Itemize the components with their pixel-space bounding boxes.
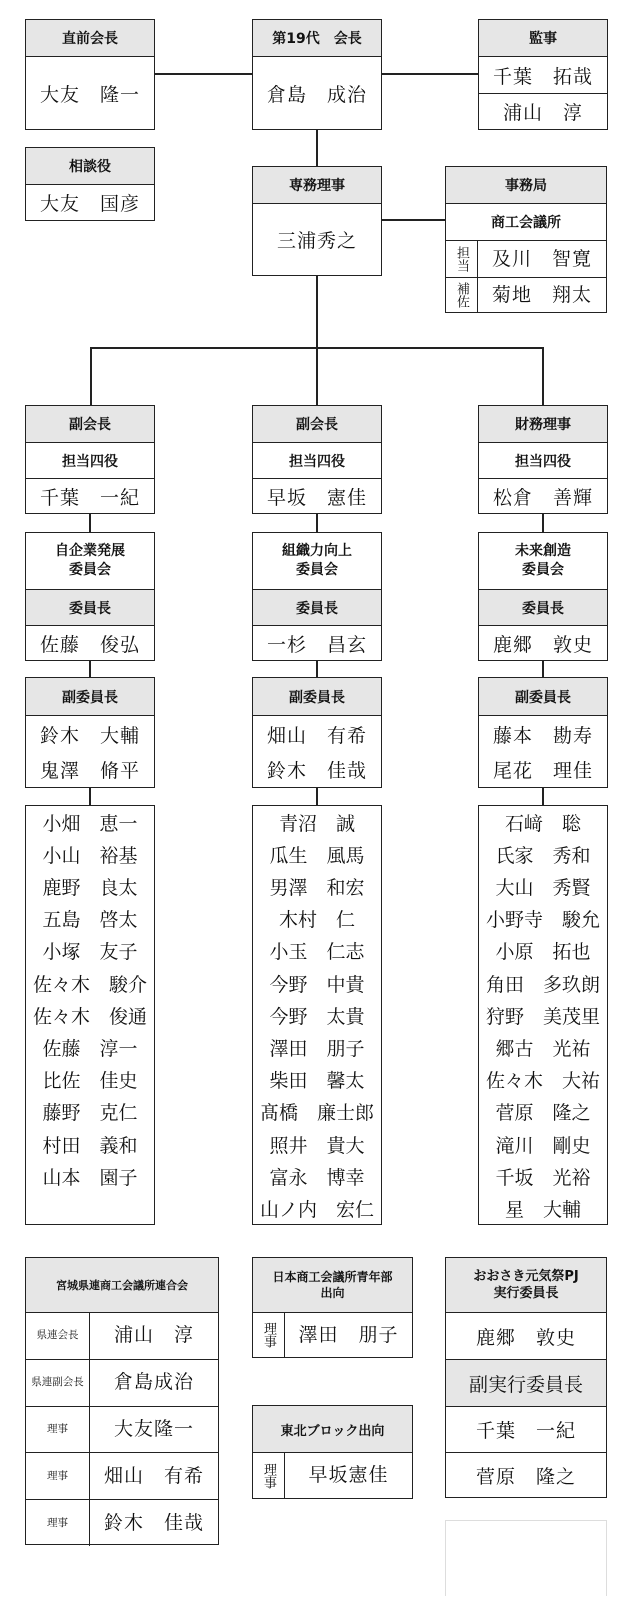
tohoku-block-role: 理事 <box>253 1453 285 1498</box>
secretariat-row <box>446 240 606 277</box>
auditor-name: 浦山 淳 <box>479 93 607 129</box>
member-name: 今野 太貴 <box>269 1005 365 1028</box>
secretariat-name: 菊地 翔太 <box>491 283 592 306</box>
miyagi-federation-row <box>26 1499 218 1546</box>
president-box <box>252 19 382 130</box>
connector-prev-pres <box>154 73 253 75</box>
member-name: 石﨑 聡 <box>504 812 581 835</box>
tohoku-block-row <box>253 1452 412 1498</box>
member-name: 佐々木 駿介 <box>32 973 147 996</box>
secretariat-row <box>446 277 606 312</box>
miyagi-federation-row <box>26 1406 218 1453</box>
vice-chair-title: 副委員長 <box>253 678 381 715</box>
connector-exec-office <box>380 219 446 221</box>
connector-column <box>89 660 91 678</box>
committee-box <box>25 532 155 661</box>
officer-box <box>478 405 608 514</box>
connector-branch <box>90 347 544 349</box>
miyagi-federation-role: 県連副会長 <box>26 1360 90 1406</box>
member-name: 郷古 光祐 <box>495 1037 591 1060</box>
miyagi-federation-name: 倉島成治 <box>113 1371 194 1394</box>
member-name: 髙橋 廉士郎 <box>259 1102 374 1125</box>
miyagi-federation-title: 宮城県連商工会議所連合会 <box>26 1258 218 1312</box>
member-name: 小原 拓也 <box>495 941 591 964</box>
miyagi-federation-role: 理事 <box>26 1407 90 1453</box>
member-name: 佐々木 大祐 <box>485 1070 600 1093</box>
chair-name: 鹿郷 敦史 <box>479 625 607 660</box>
member-name: 村田 義和 <box>42 1134 138 1157</box>
officer-role: 副会長 <box>253 406 381 442</box>
officer-box <box>25 405 155 514</box>
miyagi-federation-box <box>25 1257 219 1545</box>
member-list-box <box>478 805 608 1225</box>
auditor-title: 監事 <box>479 20 607 56</box>
nihon-yeg-box <box>252 1257 413 1358</box>
osaki-festival-title: おおさき元気祭PJ 実行委員長 <box>446 1258 606 1312</box>
nihon-yeg-row <box>253 1312 412 1357</box>
miyagi-federation-name: 鈴木 佳哉 <box>103 1511 204 1534</box>
auditor-name: 千葉 拓哉 <box>479 56 607 93</box>
member-name: 山本 園子 <box>42 1166 138 1189</box>
tohoku-block-title: 東北ブロック出向 <box>253 1406 412 1452</box>
vice-chair-name: 鈴木 佳哉 <box>266 760 367 782</box>
officer-role: 財務理事 <box>479 406 607 442</box>
advisor-name: 大友 国彦 <box>26 184 154 220</box>
executive-director-name: 三浦秀之 <box>253 203 381 275</box>
osaki-festival-chair: 鹿郷 敦史 <box>446 1312 606 1359</box>
member-name: 佐々木 俊通 <box>32 1005 147 1028</box>
committee-name: 組織力向上 委員会 <box>282 543 352 578</box>
miyagi-federation-name: 浦山 淳 <box>113 1324 194 1347</box>
prev-president-box <box>25 19 155 130</box>
member-name: 狩野 美茂里 <box>485 1005 600 1028</box>
osaki-festival-vice-title: 副実行委員長 <box>446 1359 606 1406</box>
member-name: 男澤 和宏 <box>269 876 365 899</box>
osaki-festival-vice: 菅原 隆之 <box>446 1452 606 1497</box>
vice-chair-name: 鈴木 大輔 <box>26 715 154 752</box>
member-name <box>26 1192 154 1224</box>
chair-name: 一杉 昌玄 <box>253 625 381 660</box>
member-name: 小野寺 駿允 <box>485 909 600 932</box>
empty-box <box>445 1520 607 1596</box>
member-name: 藤野 克仁 <box>42 1102 138 1125</box>
auditor-box <box>478 19 608 130</box>
vice-chair-name: 藤本 勘寿 <box>479 715 607 752</box>
member-name: 氏家 秀和 <box>495 844 591 867</box>
member-name: 滝川 剛史 <box>495 1134 591 1157</box>
connector-column <box>316 660 318 678</box>
connector-column <box>316 513 318 533</box>
chair-name: 佐藤 俊弘 <box>26 625 154 660</box>
nihon-yeg-role: 理事 <box>253 1313 285 1357</box>
member-name: 富永 博幸 <box>269 1166 365 1189</box>
member-name: 瓜生 風馬 <box>269 844 365 867</box>
member-name: 角田 多玖朗 <box>485 973 600 996</box>
miyagi-federation-role: 理事 <box>26 1453 90 1499</box>
secretariat-role: 補佐 <box>446 278 478 312</box>
member-name: 五島 啓太 <box>42 909 138 932</box>
secretariat-box <box>445 166 607 313</box>
member-name: 大山 秀賢 <box>495 876 591 899</box>
president-name: 倉島 成治 <box>253 56 381 129</box>
vice-chair-box <box>25 677 155 788</box>
secretariat-role: 担当 <box>446 241 478 277</box>
officer-name: 松倉 善輝 <box>479 478 607 513</box>
member-name: 菅原 隆之 <box>495 1102 591 1125</box>
connector-column <box>316 787 318 806</box>
committee-name: 未来創造 委員会 <box>515 543 571 578</box>
member-name: 照井 貴大 <box>269 1134 365 1157</box>
connector-pres-audit <box>381 73 479 75</box>
secretariat-name: 及川 智寛 <box>491 247 592 270</box>
connector-col1 <box>90 347 92 405</box>
nihon-yeg-title: 日本商工会議所青年部 出向 <box>253 1258 412 1312</box>
chair-title: 委員長 <box>253 589 381 625</box>
member-name: 千坂 光裕 <box>495 1166 591 1189</box>
miyagi-federation-name: 大友隆一 <box>113 1417 194 1440</box>
miyagi-federation-name: 畑山 有希 <box>103 1464 204 1487</box>
connector-col3 <box>542 347 544 405</box>
prev-president-name: 大友 隆一 <box>26 56 154 129</box>
connector-column <box>542 787 544 806</box>
member-name: 小山 裕基 <box>42 844 138 867</box>
officer-role: 副会長 <box>26 406 154 442</box>
nihon-yeg-name: 澤田 朋子 <box>298 1323 399 1346</box>
president-title: 第19代 会長 <box>253 20 381 56</box>
committee-name: 自企業発展 委員会 <box>55 543 125 578</box>
member-name: 小玉 仁志 <box>269 941 365 964</box>
member-name: 青沼 誠 <box>278 812 355 835</box>
member-name: 小畑 恵一 <box>42 812 138 835</box>
chair-title: 委員長 <box>26 589 154 625</box>
connector-column <box>89 513 91 533</box>
executive-director-box <box>252 166 382 276</box>
member-list-box <box>25 805 155 1225</box>
advisor-box <box>25 147 155 221</box>
connector-column <box>542 513 544 533</box>
member-list-box <box>252 805 382 1225</box>
executive-director-title: 専務理事 <box>253 167 381 203</box>
connector-column <box>89 787 91 806</box>
vice-chair-box <box>478 677 608 788</box>
member-name: 山ノ内 宏仁 <box>259 1198 374 1221</box>
secretariat-org: 商工会議所 <box>446 203 606 240</box>
osaki-festival-box <box>445 1257 607 1498</box>
officer-name: 早坂 憲佳 <box>253 478 381 513</box>
miyagi-federation-row <box>26 1359 218 1406</box>
member-name: 澤田 朋子 <box>269 1037 365 1060</box>
connector-column <box>542 660 544 678</box>
vice-chair-name: 畑山 有希 <box>253 715 381 752</box>
connector-pres-exec <box>316 129 318 167</box>
member-name: 比佐 佳史 <box>42 1070 138 1093</box>
miyagi-federation-role: 理事 <box>26 1500 90 1546</box>
vice-chair-box <box>252 677 382 788</box>
member-name: 木村 仁 <box>278 909 355 932</box>
miyagi-federation-row <box>26 1312 218 1359</box>
officer-name: 千葉 一紀 <box>26 478 154 513</box>
member-name: 今野 中貴 <box>269 973 365 996</box>
vice-chair-title: 副委員長 <box>479 678 607 715</box>
osaki-festival-vice: 千葉 一紀 <box>446 1406 606 1452</box>
vice-chair-name: 鬼澤 脩平 <box>39 760 140 782</box>
member-name: 柴田 馨太 <box>269 1070 365 1093</box>
miyagi-federation-row <box>26 1452 218 1499</box>
miyagi-federation-role: 県連会長 <box>26 1313 90 1359</box>
chair-title: 委員長 <box>479 589 607 625</box>
vice-chair-name: 尾花 理佳 <box>492 760 593 782</box>
officer-sub: 担当四役 <box>26 442 154 478</box>
officer-sub: 担当四役 <box>253 442 381 478</box>
advisor-title: 相談役 <box>26 148 154 184</box>
secretariat-title: 事務局 <box>446 167 606 203</box>
member-name: 小塚 友子 <box>42 941 138 964</box>
member-name: 星 大輔 <box>504 1198 581 1221</box>
committee-box <box>478 532 608 661</box>
prev-president-title: 直前会長 <box>26 20 154 56</box>
tohoku-block-name: 早坂憲佳 <box>308 1464 389 1486</box>
member-name: 佐藤 淳一 <box>42 1037 138 1060</box>
committee-box <box>252 532 382 661</box>
vice-chair-title: 副委員長 <box>26 678 154 715</box>
connector-exec-down <box>316 275 318 405</box>
member-name: 鹿野 良太 <box>42 876 138 899</box>
officer-box <box>252 405 382 514</box>
officer-sub: 担当四役 <box>479 442 607 478</box>
tohoku-block-box <box>252 1405 413 1499</box>
